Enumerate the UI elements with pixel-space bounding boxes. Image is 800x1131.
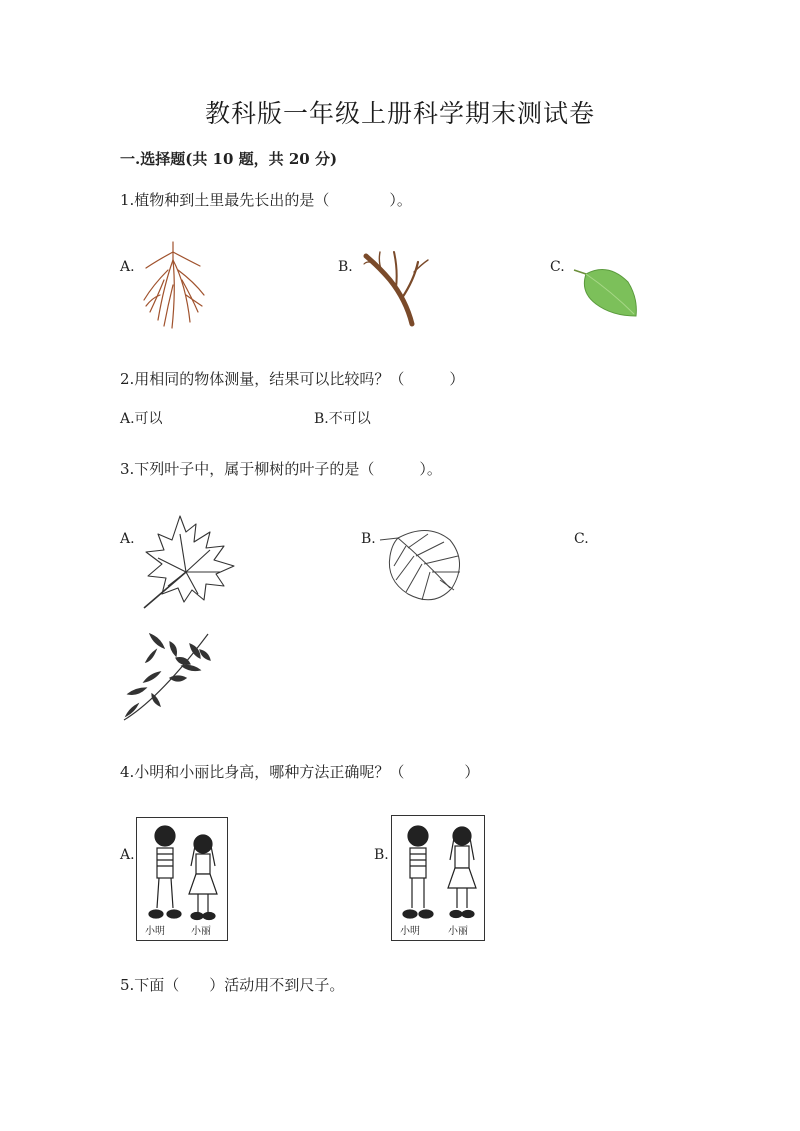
girl-figure-a [185, 832, 221, 924]
q2-option-a[interactable]: A.可以 [120, 411, 163, 427]
round-leaf-image [378, 522, 464, 604]
q3-option-a-label[interactable]: A. [120, 531, 135, 547]
question-4-stem: 4.小明和小丽比身高，哪种方法正确呢？（ ） [120, 763, 480, 781]
q3-option-c-label[interactable]: C. [574, 531, 589, 547]
q1-option-b-label[interactable]: B. [338, 259, 353, 275]
maple-leaf-image [140, 514, 238, 610]
leaf-image [572, 264, 642, 320]
boy-figure-a [147, 822, 183, 922]
figure-a-label-xiaoli: 小丽 [191, 926, 211, 937]
height-figure-a [136, 817, 228, 941]
q1-option-a-label[interactable]: A. [120, 259, 135, 275]
q4-option-b-label[interactable]: B. [374, 847, 389, 863]
q4-option-a-label[interactable]: A. [120, 847, 135, 863]
q3-option-b-label[interactable]: B. [361, 531, 376, 547]
question-5-stem: 5.下面（ ）活动用不到尺子。 [120, 976, 345, 994]
height-figure-b [391, 815, 485, 941]
figure-b-label-xiaoli: 小丽 [448, 926, 468, 937]
branch-image [362, 250, 430, 326]
girl-figure-b [444, 822, 480, 922]
figure-a-label-xiaoming: 小明 [145, 926, 165, 937]
figure-b-label-xiaoming: 小明 [400, 926, 420, 937]
question-2-stem: 2.用相同的物体测量，结果可以比较吗？（ ） [120, 370, 465, 388]
page-title: 教科版一年级上册科学期末测试卷 [204, 99, 595, 128]
q1-option-c-label[interactable]: C. [550, 259, 565, 275]
boy-figure-b [400, 822, 436, 922]
q2-option-b[interactable]: B.不可以 [314, 411, 371, 427]
willow-leaves-image [120, 628, 212, 724]
section-heading: 一.选择题(共 10 题，共 20 分) [120, 150, 338, 168]
roots-image [138, 240, 208, 330]
question-1-stem: 1.植物种到土里最先长出的是（ ）。 [120, 191, 412, 209]
question-3-stem: 3.下列叶子中，属于柳树的叶子的是（ ）。 [120, 460, 442, 478]
